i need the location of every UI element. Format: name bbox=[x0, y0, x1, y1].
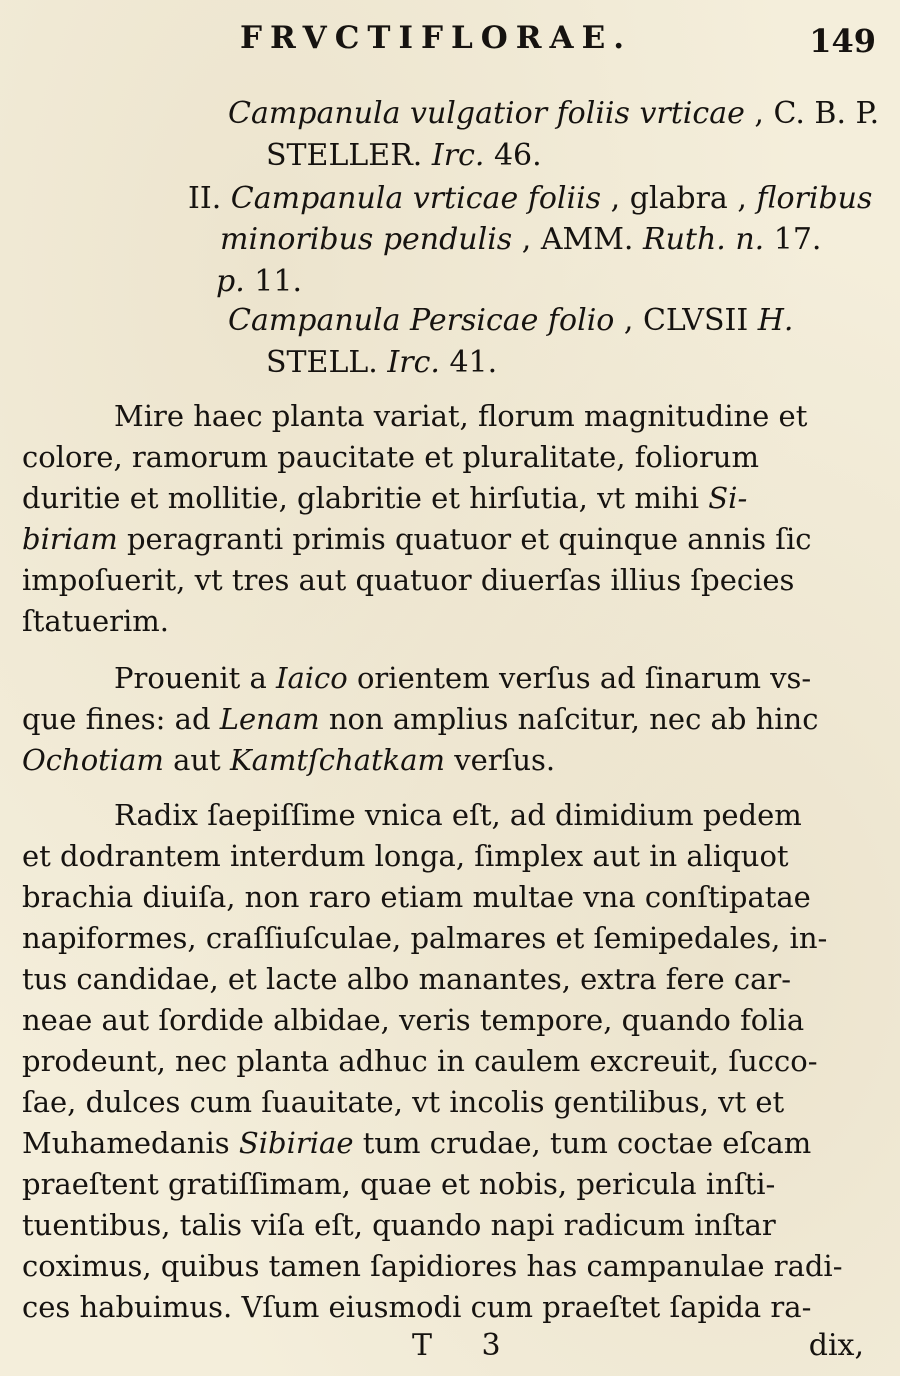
signature-mark: T 3 bbox=[412, 1328, 521, 1363]
synonym-roman: , CLVSII bbox=[614, 303, 758, 338]
text-line: praeſtent gratiſſimam, quae et nobis, pericula inſti- bbox=[22, 1167, 776, 1201]
text-line: Prouenit a Iaico orientem verſus ad ſinarum vs- bbox=[114, 661, 812, 695]
synonym-roman: 41. bbox=[439, 345, 498, 380]
synonym-italic: Irc. bbox=[431, 138, 485, 173]
synonym-italic: Campanula vulgatior foliis vrticae bbox=[228, 96, 745, 131]
text-line: biriam peragranti primis quatuor et quinque annis ſic bbox=[22, 522, 812, 556]
synonym-marker: II. bbox=[188, 181, 231, 216]
text-line: et dodrantem interdum longa, ſimplex aut in aliquot bbox=[22, 839, 789, 873]
synonym-roman: , AMM. bbox=[512, 222, 643, 257]
synonym-italic: Campanula Persicae folio bbox=[228, 303, 615, 338]
text-line: colore, ramorum paucitate et pluralitate, foliorum bbox=[22, 440, 759, 474]
text-line: que fines: ad Lenam non amplius naſcitur, nec ab hinc bbox=[22, 702, 819, 736]
text-line: tuentibus, talis viſa eſt, quando napi radicum inſtar bbox=[22, 1208, 776, 1242]
synonym-roman: STELL. bbox=[266, 345, 388, 380]
paragraph-1 bbox=[22, 396, 872, 642]
synonym-line-6 bbox=[228, 300, 793, 342]
page-header bbox=[0, 14, 900, 64]
synonym-italic: p. bbox=[216, 264, 245, 299]
running-title: FRVCTIFLORAE. bbox=[240, 20, 633, 56]
text-line: impoſuerit, vt tres aut quatuor diuerſas illius ſpecies bbox=[22, 563, 795, 597]
catchword: dix, bbox=[808, 1328, 864, 1363]
text-line: ſae, dulces cum ſuauitate, vt incolis gentilibus, vt et bbox=[22, 1085, 785, 1119]
page-footer bbox=[0, 1328, 900, 1368]
synonym-italic: floribus bbox=[756, 181, 873, 216]
text-line: Ochotiam aut Kamtſchatkam verſus. bbox=[22, 743, 556, 777]
synonym-roman: 11. bbox=[244, 264, 302, 299]
text-line: brachia diuiſa, non raro etiam multae vna conſtipatae bbox=[22, 880, 811, 914]
synonym-line-1 bbox=[228, 93, 879, 135]
text-line: tus candidae, et lacte albo manantes, extra fere car- bbox=[22, 962, 792, 996]
synonym-roman: 46. bbox=[484, 138, 542, 173]
synonym-italic: H. bbox=[757, 303, 794, 338]
text-line: Muhamedanis Sibiriae tum crudae, tum coctae eſcam bbox=[22, 1126, 812, 1160]
synonym-roman: 17. bbox=[764, 222, 822, 257]
synonym-line-3 bbox=[188, 178, 872, 220]
synonym-italic: Campanula vrticae foliis bbox=[230, 181, 602, 216]
synonym-line-2 bbox=[266, 135, 542, 177]
text-line: coximus, quibus tamen ſapidiores has campanulae radi- bbox=[22, 1249, 843, 1283]
synonym-italic: minoribus pendulis bbox=[220, 222, 513, 257]
paragraph-3 bbox=[22, 795, 872, 1328]
page-number: 149 bbox=[809, 22, 876, 60]
text-line: prodeunt, nec planta adhuc in caulem excreuit, ſucco- bbox=[22, 1044, 818, 1078]
text-line: Radix ſaepiſſime vnica eſt, ad dimidium pedem bbox=[114, 798, 802, 832]
text-line: Mire haec planta variat, florum magnitudine et bbox=[114, 399, 808, 433]
synonym-line-5 bbox=[216, 261, 302, 303]
synonym-italic: Ruth. n. bbox=[643, 222, 765, 257]
synonym-italic: Irc. bbox=[387, 345, 440, 380]
text-line: ces habuimus. Vſum eiusmodi cum praeſtet ſapida ra- bbox=[22, 1290, 812, 1324]
text-line: napiformes, craſſiuſculae, palmares et ſemipedales, in- bbox=[22, 921, 828, 955]
synonym-line-7 bbox=[266, 342, 497, 384]
paragraph-2 bbox=[22, 658, 872, 781]
synonym-roman: , glabra , bbox=[601, 181, 757, 216]
text-line: neae aut ſordide albidae, veris tempore, quando folia bbox=[22, 1003, 805, 1037]
synonym-roman: STELLER. bbox=[266, 138, 432, 173]
text-line: ſtatuerim. bbox=[22, 604, 170, 638]
synonym-line-4 bbox=[220, 219, 821, 261]
synonym-roman: , C. B. P. bbox=[744, 96, 880, 131]
text-line: duritie et mollitie, glabritie et hirſutia, vt mihi Si- bbox=[22, 481, 748, 515]
